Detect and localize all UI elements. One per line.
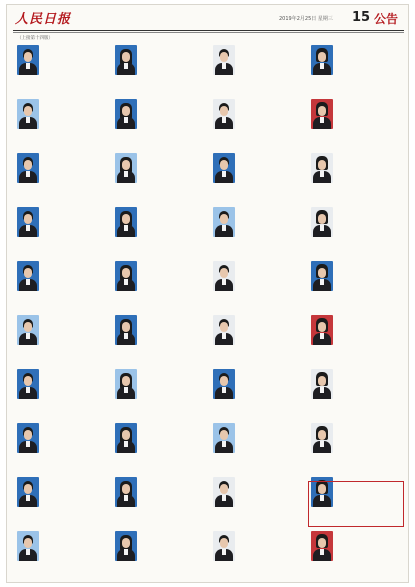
portrait-part	[320, 279, 324, 285]
person-bio	[238, 51, 308, 91]
profile-card	[16, 258, 114, 312]
portrait-photo	[311, 99, 333, 129]
portrait-photo	[115, 207, 137, 237]
profile-card	[16, 42, 114, 96]
portrait-photo	[213, 315, 235, 345]
person-bio	[238, 213, 308, 253]
person-bio	[336, 105, 406, 145]
portrait-part	[220, 538, 228, 548]
person-bio	[336, 51, 406, 91]
portrait-part	[222, 387, 226, 393]
person-bio	[238, 537, 308, 577]
profile-row	[16, 420, 406, 474]
portrait-part	[26, 279, 30, 285]
portrait-part	[318, 322, 326, 332]
person-bio	[140, 483, 210, 523]
newspaper-page	[6, 4, 409, 583]
portrait-part	[122, 538, 130, 548]
portrait-part	[222, 171, 226, 177]
portrait-part	[320, 387, 324, 393]
profile-row	[16, 528, 406, 582]
person-bio	[42, 429, 112, 469]
portrait-part	[122, 322, 130, 332]
person-bio	[238, 483, 308, 523]
portrait-part	[320, 333, 324, 339]
portrait-photo	[213, 477, 235, 507]
person-bio	[336, 537, 406, 577]
person-bio	[42, 537, 112, 577]
person-bio	[140, 321, 210, 361]
portrait-photo	[311, 45, 333, 75]
profile-card	[212, 258, 310, 312]
portrait-part	[122, 268, 130, 278]
person-bio	[336, 429, 406, 469]
profile-card	[114, 528, 212, 582]
portrait-part	[122, 484, 130, 494]
portrait-part	[222, 279, 226, 285]
person-bio	[140, 537, 210, 577]
portrait-part	[24, 214, 32, 224]
person-bio	[336, 321, 406, 361]
portrait-part	[318, 538, 326, 548]
person-bio	[140, 267, 210, 307]
person-bio	[42, 159, 112, 199]
profile-card	[114, 204, 212, 258]
portrait-part	[220, 322, 228, 332]
portrait-part	[26, 549, 30, 555]
portrait-part	[220, 160, 228, 170]
person-bio	[140, 105, 210, 145]
portrait-part	[220, 106, 228, 116]
person-bio	[238, 375, 308, 415]
profile-card	[212, 96, 310, 150]
portrait-part	[318, 214, 326, 224]
portrait-part	[320, 441, 324, 447]
portrait-photo	[17, 477, 39, 507]
portrait-part	[26, 495, 30, 501]
portrait-photo	[311, 531, 333, 561]
portrait-part	[122, 106, 130, 116]
portrait-part	[124, 441, 128, 447]
person-bio	[42, 267, 112, 307]
profile-row	[16, 258, 406, 312]
portrait-part	[24, 430, 32, 440]
person-bio	[238, 105, 308, 145]
portrait-part	[220, 268, 228, 278]
portrait-part	[124, 387, 128, 393]
portrait-part	[26, 171, 30, 177]
person-bio	[140, 429, 210, 469]
profile-row	[16, 96, 406, 150]
page-number: 15	[352, 10, 371, 25]
portrait-photo	[17, 207, 39, 237]
portrait-photo	[17, 315, 39, 345]
portrait-part	[320, 117, 324, 123]
person-bio	[140, 51, 210, 91]
portrait-part	[26, 225, 30, 231]
person-bio	[238, 321, 308, 361]
portrait-photo	[17, 423, 39, 453]
profile-card	[212, 312, 310, 366]
portrait-photo	[311, 315, 333, 345]
profile-card	[310, 420, 408, 474]
profile-card	[310, 96, 408, 150]
profile-card	[310, 528, 408, 582]
portrait-part	[222, 441, 226, 447]
person-bio	[238, 267, 308, 307]
portrait-photo	[311, 207, 333, 237]
person-bio	[42, 51, 112, 91]
profile-card	[212, 42, 310, 96]
continuation-note: （上接第十四版）	[17, 36, 53, 41]
profile-card	[16, 528, 114, 582]
portrait-part	[222, 495, 226, 501]
person-bio	[336, 159, 406, 199]
portrait-part	[24, 376, 32, 386]
profile-card	[114, 474, 212, 528]
portrait-photo	[213, 45, 235, 75]
portrait-photo	[213, 531, 235, 561]
person-bio	[42, 375, 112, 415]
portrait-part	[222, 117, 226, 123]
portrait-photo	[311, 369, 333, 399]
portrait-part	[124, 549, 128, 555]
portrait-photo	[17, 261, 39, 291]
profile-card	[310, 312, 408, 366]
portrait-photo	[311, 261, 333, 291]
portrait-photo	[115, 369, 137, 399]
profile-card	[114, 96, 212, 150]
portrait-part	[318, 268, 326, 278]
portrait-photo	[115, 315, 137, 345]
portrait-part	[24, 52, 32, 62]
portrait-photo	[17, 531, 39, 561]
portrait-photo	[115, 99, 137, 129]
portrait-part	[26, 333, 30, 339]
profile-card	[16, 150, 114, 204]
profile-card	[114, 150, 212, 204]
portrait-part	[122, 376, 130, 386]
person-bio	[42, 321, 112, 361]
profile-card	[310, 204, 408, 258]
newspaper-logo: 人民日报	[15, 12, 72, 27]
portrait-part	[222, 549, 226, 555]
portrait-part	[318, 376, 326, 386]
portrait-photo	[311, 153, 333, 183]
section-title: 公告	[374, 12, 399, 26]
person-bio	[42, 105, 112, 145]
portrait-part	[320, 225, 324, 231]
portrait-part	[24, 160, 32, 170]
portrait-part	[124, 225, 128, 231]
portrait-part	[122, 160, 130, 170]
person-bio	[336, 267, 406, 307]
portrait-photo	[311, 423, 333, 453]
portrait-part	[320, 549, 324, 555]
portrait-photo	[213, 207, 235, 237]
profile-card	[16, 312, 114, 366]
portrait-part	[222, 225, 226, 231]
portrait-photo	[115, 261, 137, 291]
portrait-part	[220, 430, 228, 440]
person-bio	[42, 213, 112, 253]
portrait-part	[24, 484, 32, 494]
person-bio	[140, 213, 210, 253]
masthead	[7, 5, 410, 29]
portrait-part	[24, 538, 32, 548]
profile-card	[16, 474, 114, 528]
portrait-part	[318, 430, 326, 440]
person-bio	[140, 375, 210, 415]
portrait-part	[24, 106, 32, 116]
profile-card	[16, 420, 114, 474]
portrait-photo	[17, 99, 39, 129]
profile-row	[16, 204, 406, 258]
portrait-part	[318, 160, 326, 170]
portrait-part	[220, 484, 228, 494]
person-bio	[336, 375, 406, 415]
profile-row	[16, 312, 406, 366]
portrait-part	[124, 63, 128, 69]
portrait-part	[26, 117, 30, 123]
portrait-part	[122, 430, 130, 440]
portrait-part	[220, 214, 228, 224]
profile-row	[16, 366, 406, 420]
portrait-part	[320, 63, 324, 69]
portrait-photo	[115, 477, 137, 507]
portrait-photo	[17, 153, 39, 183]
person-bio	[140, 159, 210, 199]
profile-row	[16, 42, 406, 96]
portrait-photo	[17, 369, 39, 399]
profile-card	[114, 420, 212, 474]
portrait-photo	[17, 45, 39, 75]
profile-card	[212, 150, 310, 204]
highlighted-profile-frame	[308, 481, 404, 527]
profile-card	[310, 150, 408, 204]
announcement-grid	[16, 42, 406, 584]
portrait-part	[24, 268, 32, 278]
portrait-part	[26, 63, 30, 69]
profile-card	[212, 420, 310, 474]
portrait-part	[124, 279, 128, 285]
profile-card	[16, 204, 114, 258]
masthead-rule	[13, 30, 404, 31]
portrait-part	[26, 387, 30, 393]
profile-card	[16, 366, 114, 420]
profile-card	[310, 258, 408, 312]
profile-card	[310, 42, 408, 96]
portrait-photo	[115, 153, 137, 183]
portrait-part	[124, 117, 128, 123]
profile-card	[114, 312, 212, 366]
portrait-part	[220, 376, 228, 386]
masthead-rule-thin	[13, 32, 404, 33]
portrait-photo	[115, 531, 137, 561]
profile-card	[114, 258, 212, 312]
portrait-photo	[213, 261, 235, 291]
profile-card	[212, 528, 310, 582]
portrait-part	[318, 52, 326, 62]
profile-card	[212, 204, 310, 258]
portrait-part	[320, 171, 324, 177]
profile-row	[16, 150, 406, 204]
person-bio	[238, 159, 308, 199]
portrait-part	[222, 333, 226, 339]
portrait-photo	[115, 423, 137, 453]
portrait-part	[122, 214, 130, 224]
portrait-part	[24, 322, 32, 332]
portrait-part	[318, 106, 326, 116]
profile-card	[310, 366, 408, 420]
portrait-photo	[213, 153, 235, 183]
person-bio	[238, 429, 308, 469]
portrait-part	[124, 171, 128, 177]
portrait-photo	[213, 99, 235, 129]
portrait-part	[124, 333, 128, 339]
profile-card	[16, 96, 114, 150]
portrait-part	[122, 52, 130, 62]
portrait-photo	[213, 369, 235, 399]
portrait-photo	[213, 423, 235, 453]
profile-card	[114, 366, 212, 420]
profile-card	[212, 474, 310, 528]
portrait-part	[26, 441, 30, 447]
portrait-part	[220, 52, 228, 62]
portrait-part	[222, 63, 226, 69]
portrait-part	[124, 495, 128, 501]
portrait-photo	[115, 45, 137, 75]
profile-card	[114, 42, 212, 96]
person-bio	[42, 483, 112, 523]
person-bio	[336, 213, 406, 253]
dateline: 2019年2月25日 星期三	[279, 16, 333, 22]
profile-card	[212, 366, 310, 420]
